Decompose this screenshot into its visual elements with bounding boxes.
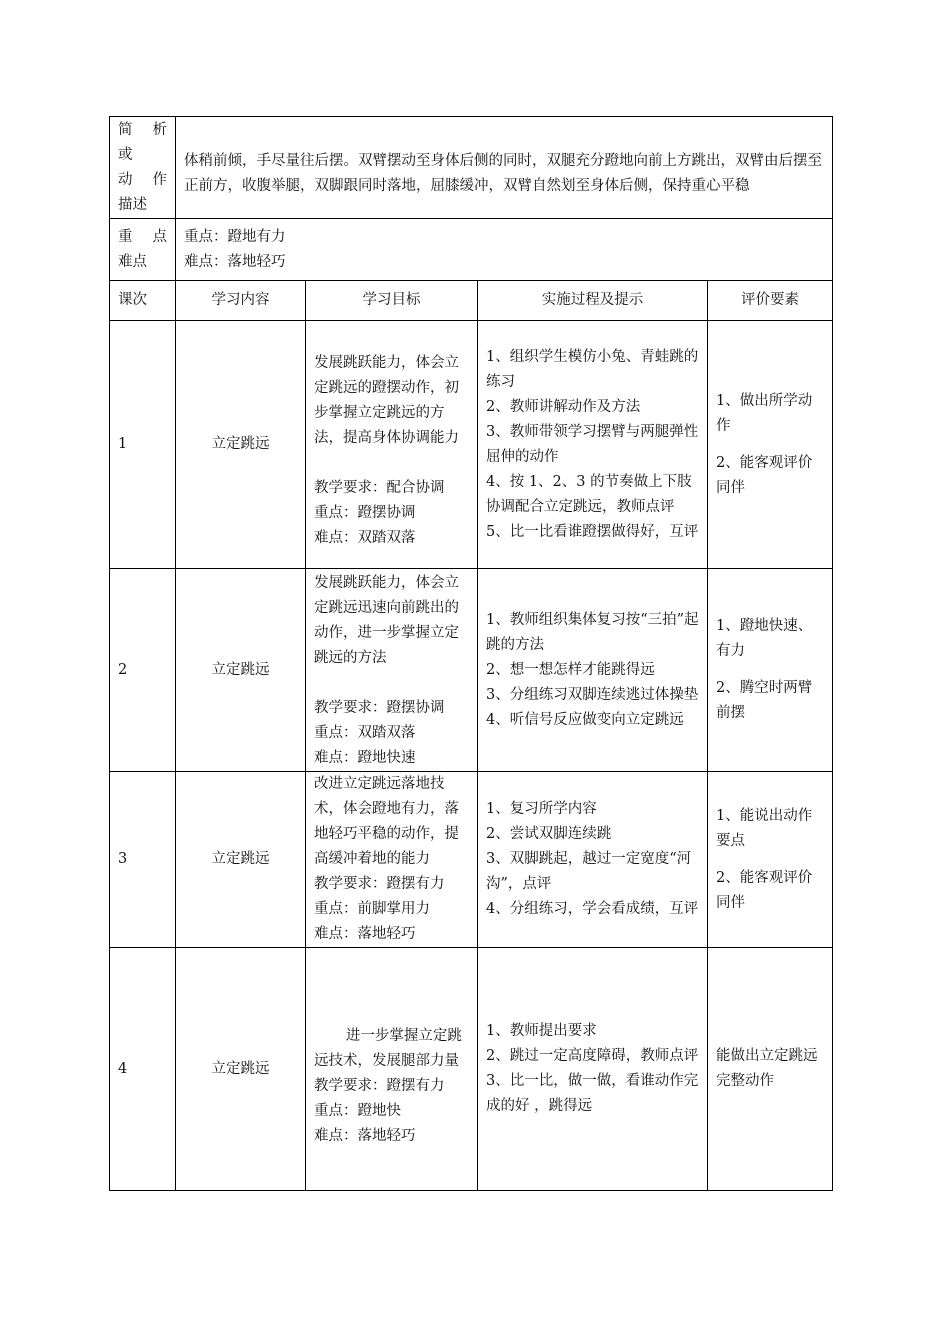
lesson-row [110, 321, 833, 569]
lesson-goal: 改进立定跳远落地技术，体会蹬地有力，落地轻巧平稳的动作，提高缓冲着地的能力 [314, 776, 459, 867]
analysis-text: 体稍前倾，手尽量往后摆。双臂摆动至身体后侧的同时，双腿充分蹬地向前上方跳出，双臂由后摆至正前方，收腹举腿，双脚跟同时落地，屈膝缓冲，双臂自然划至身体后侧，保持重心平稳 [184, 153, 822, 194]
process-step: 1、组织学生模仿小兔、青蛙跳的练习 [486, 348, 699, 390]
lesson-focus: 重点：蹬摆协调 [314, 504, 416, 521]
analysis-label-line: 描述 [118, 197, 147, 213]
eval-item: 2、腾空时两臂前摆 [716, 680, 813, 721]
lesson-goal: 发展跳跃能力，体会立定跳远迅速向前跳出的动作，进一步掌握立定跳远的方法 [314, 575, 459, 666]
keypoints-label-line: 难点 [118, 253, 147, 270]
header-process: 实施过程及提示 [478, 281, 708, 321]
lesson-content: 立定跳远 [176, 321, 306, 569]
lesson-goal: 发展跳跃能力，体会立定跳远的蹬摆动作，初步掌握立定跳远的方法，提高身体协调能力 [314, 354, 459, 446]
lesson-eval-cell [708, 321, 833, 569]
lesson-goal-cell [306, 948, 478, 1191]
lesson-req: 教学要求：蹬摆有力 [314, 876, 445, 892]
process-step: 5、比一比看谁蹬摆做得好，互评 [486, 523, 699, 540]
process-step: 4、按 1、2、3 的节奏做上下肢协调配合立定跳远，教师点评 [486, 473, 692, 515]
keypoints-row [110, 219, 833, 281]
eval-item: 1、能说出动作要点 [716, 807, 813, 849]
process-step: 1、教师提出要求 [486, 1023, 597, 1039]
header-row [110, 281, 833, 321]
header-content: 学习内容 [176, 281, 306, 321]
process-step: 2、想一想怎样才能跳得远 [486, 661, 655, 678]
lesson-row [110, 569, 833, 772]
lesson-req: 教学要求：蹬摆协调 [314, 700, 445, 716]
lesson-difficulty: 难点：落地轻巧 [314, 1127, 416, 1144]
lesson-process-cell [478, 321, 708, 569]
process-step: 2、教师讲解动作及方法 [486, 398, 641, 415]
analysis-text-cell [176, 117, 833, 219]
analysis-label-line: 简 析 [118, 122, 167, 138]
lesson-no: 3 [110, 772, 176, 948]
process-step: 2、跳过一定高度障碍，教师点评 [486, 1048, 699, 1064]
lesson-no: 1 [110, 321, 176, 569]
process-step: 2、尝试双脚连续跳 [486, 826, 612, 842]
lesson-row [110, 948, 833, 1191]
lesson-difficulty: 难点：落地轻巧 [314, 926, 416, 942]
lesson-plan-table [109, 116, 833, 1191]
eval-item: 2、能客观评价同伴 [716, 454, 813, 496]
lesson-eval-cell [708, 948, 833, 1191]
keypoint-line: 难点：落地轻巧 [184, 253, 286, 270]
lesson-difficulty: 难点：蹬地快速 [314, 750, 416, 766]
lesson-goal-cell [306, 772, 478, 948]
keypoints-label-cell [110, 219, 176, 281]
lesson-goal-cell [306, 321, 478, 569]
analysis-row [110, 117, 833, 219]
keypoint-line: 重点：蹬地有力 [184, 228, 286, 245]
lesson-difficulty: 难点：双踏双落 [314, 529, 416, 546]
header-lesson-no: 课次 [110, 281, 176, 321]
lesson-content: 立定跳远 [176, 948, 306, 1191]
lesson-focus: 重点：前脚掌用力 [314, 901, 430, 917]
lesson-process-cell [478, 948, 708, 1191]
keypoints-text-cell [176, 219, 833, 281]
lesson-goal: 进一步掌握立定跳远技术，发展腿部力量 [314, 1027, 462, 1069]
lesson-content: 立定跳远 [176, 569, 306, 772]
process-step: 3、教师带领学习摆臂与两腿弹性屈伸的动作 [486, 423, 699, 465]
header-goal: 学习目标 [306, 281, 478, 321]
eval-item: 1、蹬地快速、有力 [716, 618, 813, 659]
process-step: 3、双脚跳起，越过一定宽度“河沟”，点评 [486, 851, 692, 892]
lesson-content: 立定跳远 [176, 772, 306, 948]
lesson-process-cell [478, 772, 708, 948]
lesson-req: 教学要求：蹬摆有力 [314, 1077, 445, 1094]
analysis-label-line: 或 [118, 147, 133, 163]
lesson-process-cell [478, 569, 708, 772]
lesson-focus: 重点：双踏双落 [314, 725, 416, 741]
analysis-label-cell [110, 117, 176, 219]
process-step: 3、比一比，做一做，看谁动作完成的好 ，跳得远 [486, 1073, 699, 1114]
lesson-eval-cell [708, 569, 833, 772]
process-step: 1、教师组织集体复习按“三拍”起跳的方法 [486, 611, 699, 653]
lesson-no: 4 [110, 948, 176, 1191]
header-eval: 评价要素 [708, 281, 833, 321]
process-step: 4、听信号反应做变向立定跳远 [486, 711, 684, 728]
process-step: 3、分组练习双脚连续逃过体操垫 [486, 686, 699, 703]
analysis-label-line: 动 作 [118, 172, 167, 188]
eval-item: 2、能客观评价同伴 [716, 869, 813, 911]
lesson-no: 2 [110, 569, 176, 772]
lesson-goal-cell [306, 569, 478, 772]
lesson-req: 教学要求：配合协调 [314, 479, 445, 496]
lesson-row [110, 772, 833, 948]
lesson-focus: 重点：蹬地快 [314, 1102, 401, 1119]
keypoints-label-line: 重 点 [118, 228, 167, 245]
eval-item: 1、做出所学动作 [716, 392, 813, 434]
process-step: 4、分组练习，学会看成绩，互评 [486, 901, 699, 917]
eval-item: 能做出立定跳远完整动作 [716, 1048, 818, 1089]
lesson-eval-cell [708, 772, 833, 948]
process-step: 1、复习所学内容 [486, 801, 597, 817]
